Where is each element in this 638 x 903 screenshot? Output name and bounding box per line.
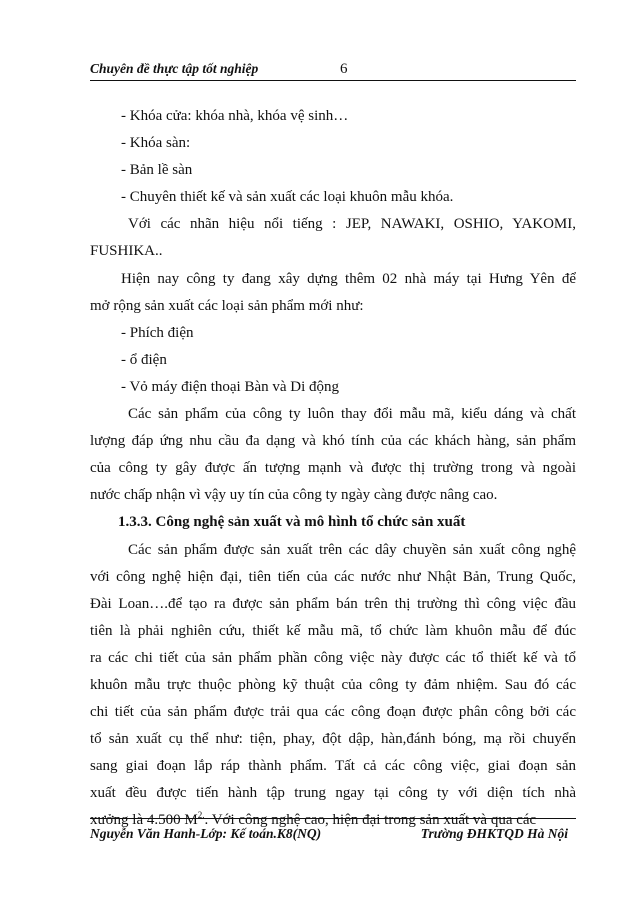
- text-line: Với các nhãn hiệu nổi tiếng : JEP, NAWAKI, OSHIO, YAKOMI,: [128, 216, 576, 233]
- text-line: FUSHIKA..: [90, 243, 163, 260]
- text-fragment: . Với công nghệ cao, hiện đại trong sản xuất và qua các: [204, 812, 537, 829]
- text-line: Các sản phẩm được sản xuất trên các dây chuyền sản xuất công nghệ: [128, 541, 576, 558]
- text-line: ra các chi tiết của sản phẩm phần công việc này được các tổ thiết kế và tổ: [90, 649, 576, 666]
- text-line: nước chấp nhận vì vậy uy tín của công ty ngày càng được nâng cao.: [90, 487, 498, 504]
- footer-school: Trường ĐHKTQD Hà Nội: [420, 826, 568, 841]
- text-line: xuất đều được tiến hành tập trung ngay tại công ty với diện tích nhà: [90, 785, 576, 802]
- text-line: - Vỏ máy điện thoại Bàn và Di động: [121, 378, 340, 395]
- text-line: Hiện nay công ty đang xây dựng thêm 02 nhà máy tại Hưng Yên để: [121, 270, 576, 287]
- page-footer: [90, 818, 576, 845]
- text-line: chi tiết của sản phẩm được trải qua các công đoạn được phân công bởi các: [90, 704, 576, 721]
- section-heading: 1.3.3. Công nghệ sản xuất và mô hình tổ chức sản xuất: [118, 514, 466, 531]
- text-line: tiên là phải nghiên cứu, thiết kế mẫu mã, tổ chức làm khuôn mẫu để đúc: [90, 622, 576, 639]
- text-line: của công ty gây được ấn tượng mạnh và được thị trường trong và ngoài: [90, 460, 576, 477]
- text-line: tổ sản xuất cụ thể như: tiện, phay, đột dập, hàn,đánh bóng, mạ rồi chuyển: [90, 731, 576, 748]
- text-line: - Khóa sàn:: [121, 135, 191, 152]
- page-number: 6: [340, 61, 348, 77]
- text-line: khuôn mẫu trực thuộc phòng kỹ thuật của công ty đảm nhiệm. Sau đó các: [90, 676, 576, 693]
- text-line: Các sản phẩm của công ty luôn thay đổi mẫu mã, kiểu dáng và chất: [128, 406, 576, 423]
- text-line: mở rộng sản xuất các loại sản phẩm mới như:: [90, 297, 364, 314]
- text-line: - Phích điện: [121, 324, 194, 341]
- text-line: Đài Loan….để tạo ra được sản phẩm bán trên thị trường thì công việc đầu: [90, 595, 576, 612]
- text-line: lượng đáp ứng nhu cầu đa dạng và khó tính của các khách hàng, sản phẩm: [90, 433, 576, 450]
- text-line: - Chuyên thiết kế và sản xuất các loại khuôn mẫu khóa.: [121, 189, 454, 206]
- text-line: sang giai đoạn lắp ráp thành phẩm. Tất cả các công việc, giai đoạn sản: [90, 758, 576, 775]
- page-header: [90, 58, 576, 81]
- header-title: Chuyên đề thực tập tốt nghiệp: [90, 61, 259, 76]
- text-line: với công nghệ hiện đại, tiên tiến của các nước như Nhật Bản, Trung Quốc,: [90, 568, 576, 585]
- superscript: 2.: [197, 810, 205, 821]
- text-line: - Khóa cửa: khóa nhà, khóa vệ sinh…: [121, 108, 349, 124]
- text-fragment: xưởng là 4.500 M: [90, 812, 198, 829]
- text-line: - Bản lề sàn: [121, 162, 193, 179]
- document-body: [90, 103, 576, 835]
- text-line: - ổ điện: [121, 351, 167, 368]
- footer-author: Nguyễn Văn Hanh-Lớp: Kế toán.K8(NQ): [90, 826, 322, 841]
